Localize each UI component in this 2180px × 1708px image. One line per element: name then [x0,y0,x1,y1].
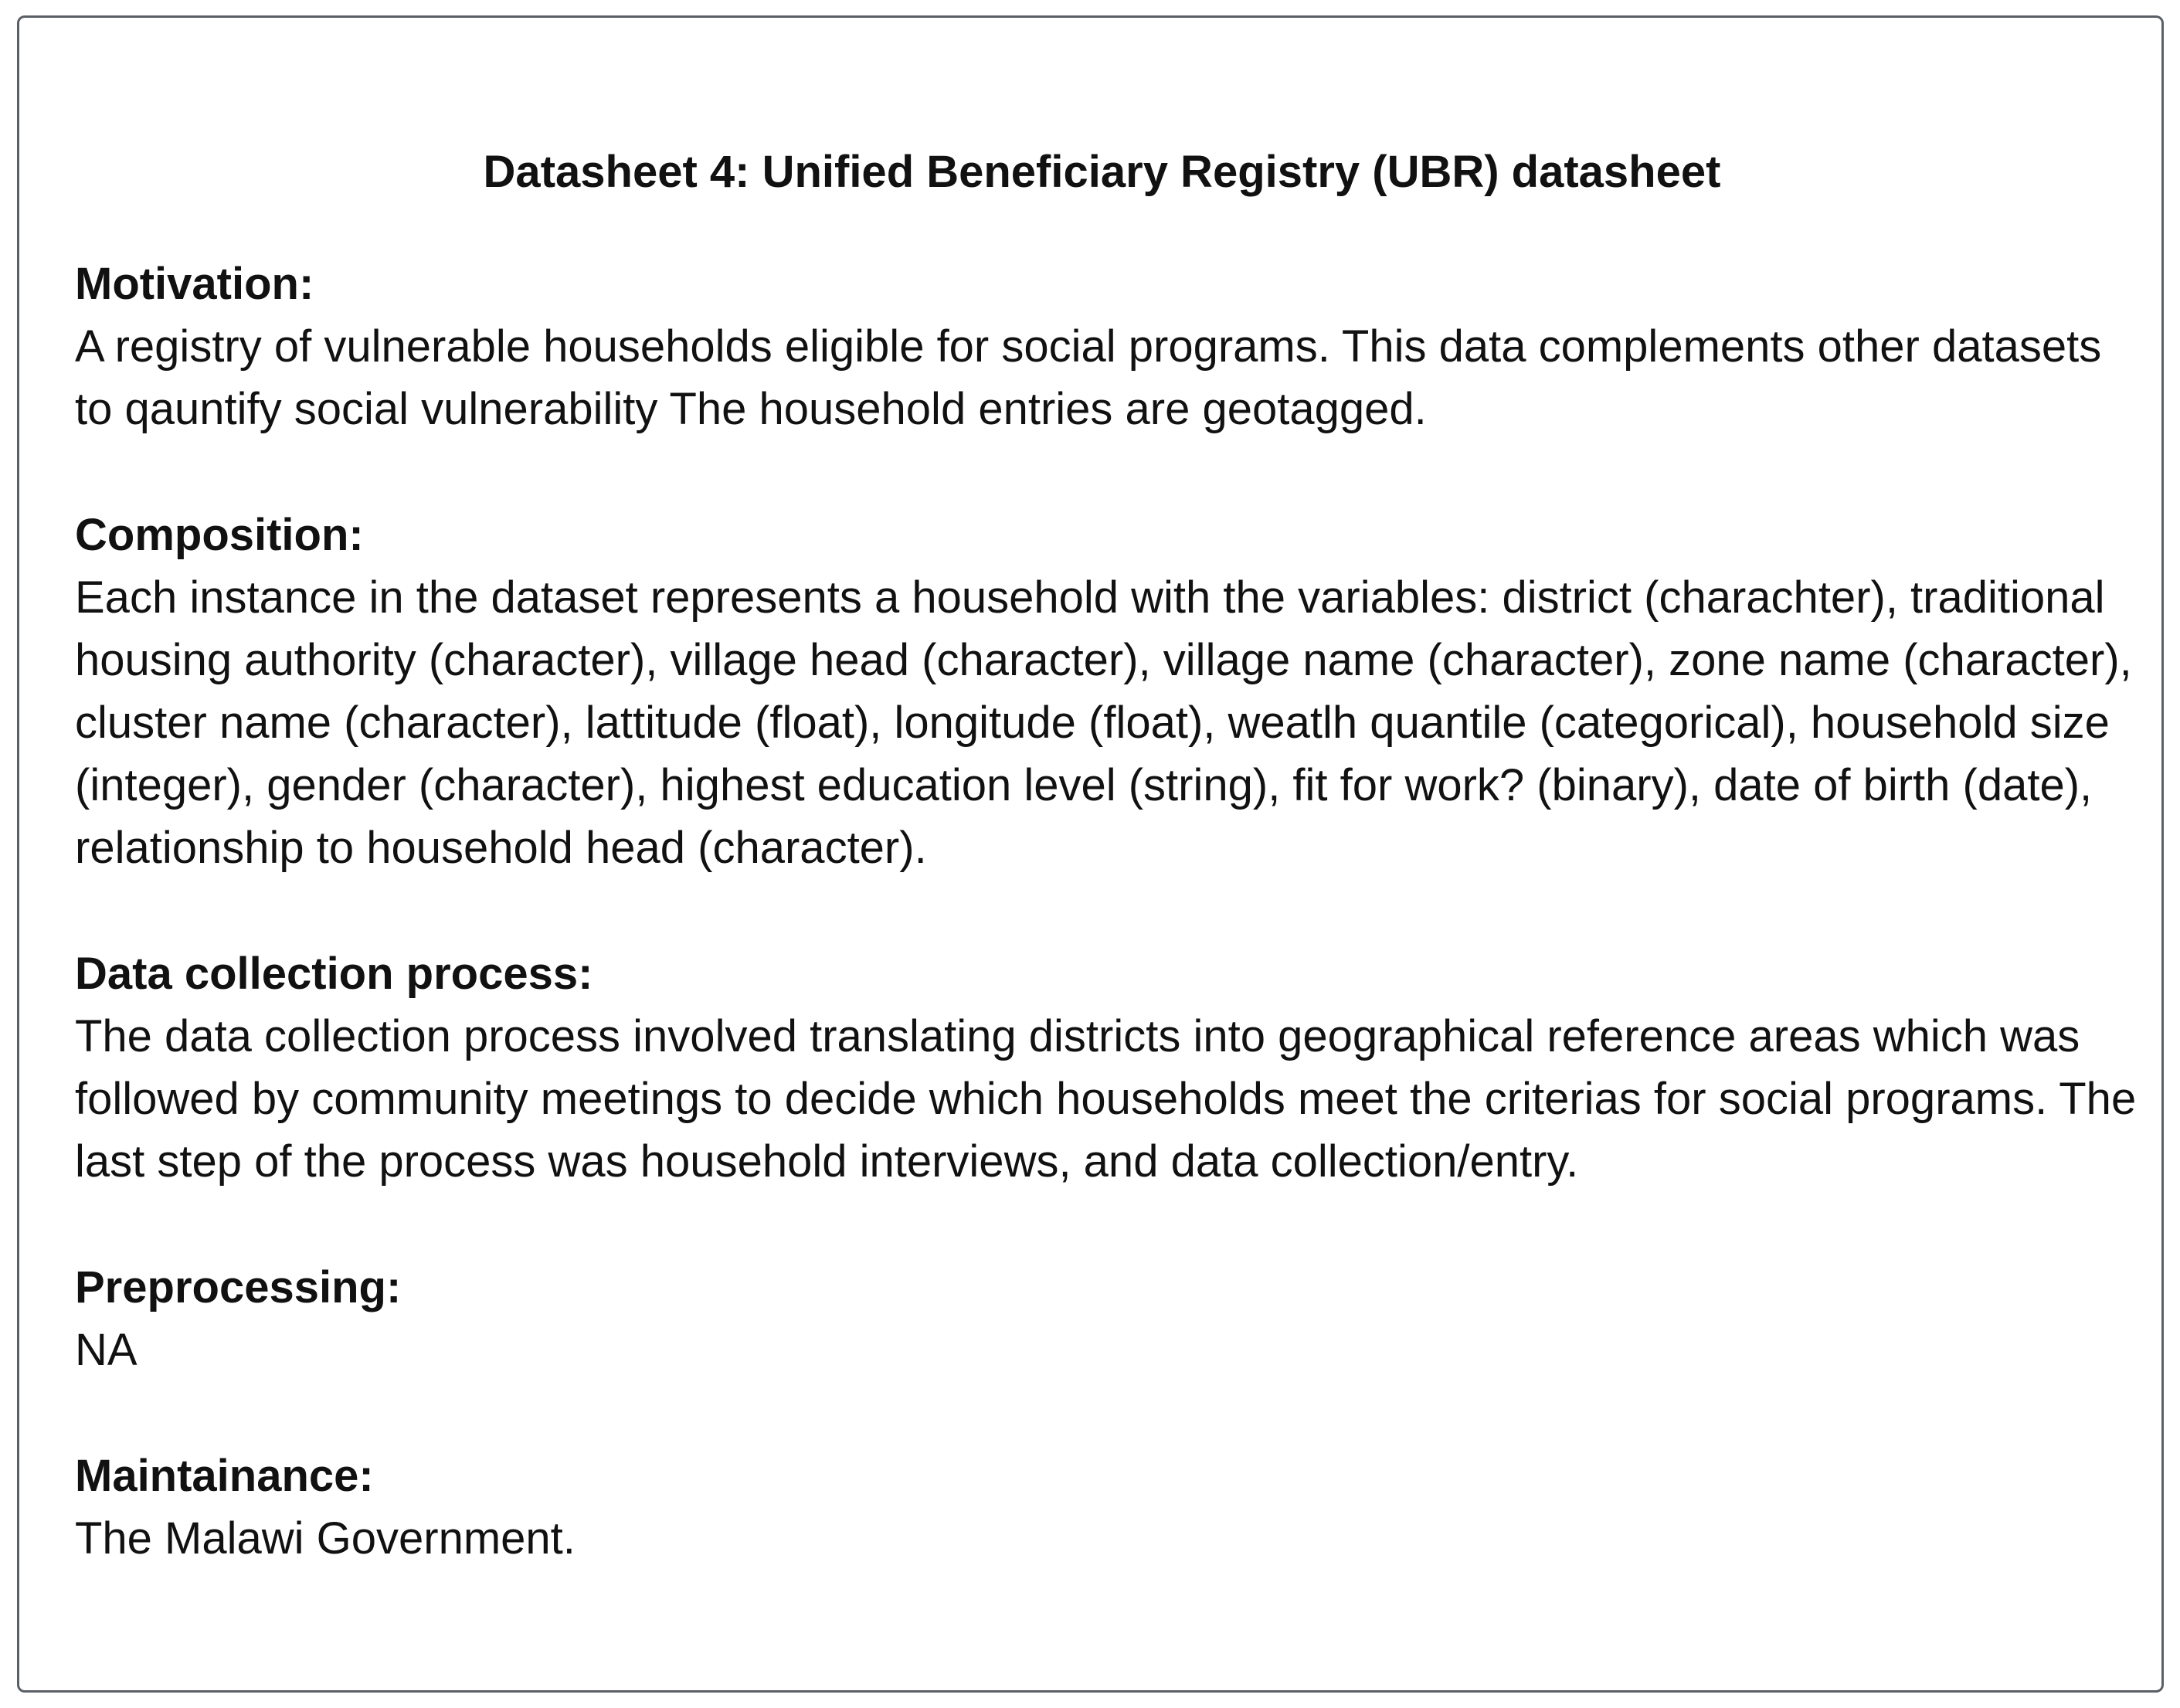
section-heading: Preprocessing: [75,1262,402,1312]
datasheet-title: Datasheet 4: Unified Beneficiary Registry (UBR) datasheet [483,147,1721,197]
section-body: A registry of vulnerable households eligible for social programs. This data complements other datasets to qauntify social vulnerability The household entries are geotagged. [75,321,2102,434]
section-body: NA [75,1325,138,1375]
section-motivation [75,253,2138,440]
section-body: The data collection process involved translating districts into geographical reference areas which was followed by community meetings to decide which households meet the criterias for social programs. The last step of the process was household interviews, and data collection/entry. [75,1011,2137,1187]
section-heading: Data collection process: [75,949,593,999]
section-body: Each instance in the dataset represents a household with the variables: district (charachter), traditional housing authority (character), village head (character), village name (character), zone name (character), cluster name (character), lattitude (float), longitude (float), weatlh quantile (categorical), household size (integer), gender (character), highest education level (string), fit for work? (binary), date of birth (date), relationship to household head (character). [75,572,2132,873]
section-composition [75,504,2138,879]
section-maintainance [75,1445,2138,1570]
section-data-collection [75,942,2138,1193]
section-heading: Motivation: [75,259,314,309]
datasheet-content [75,253,2138,1633]
datasheet-card [17,15,2164,1693]
section-body: The Malawi Government. [75,1513,576,1564]
section-heading: Composition: [75,510,364,560]
section-preprocessing [75,1256,2138,1381]
section-heading: Maintainance: [75,1451,374,1501]
